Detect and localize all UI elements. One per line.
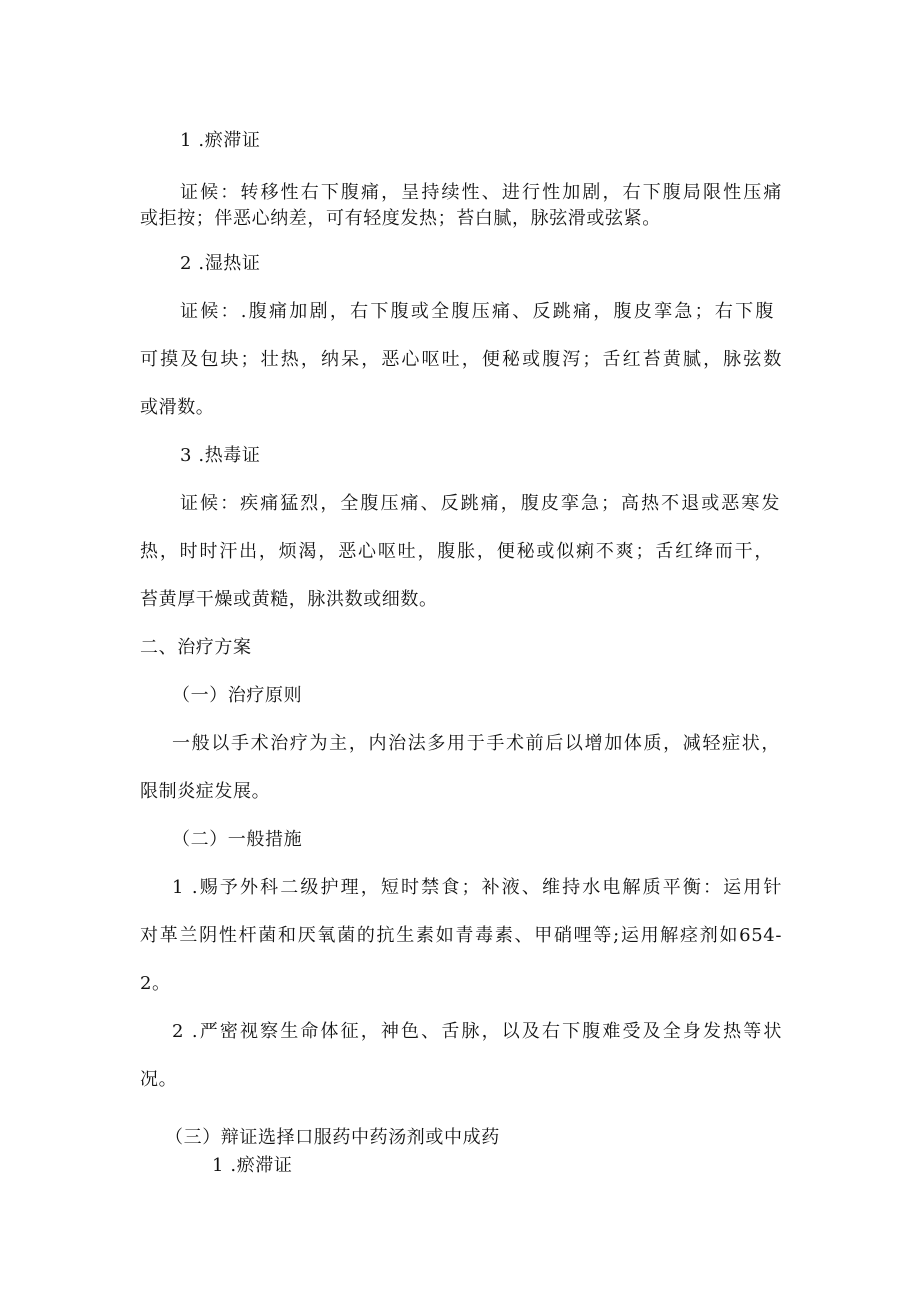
subheading-yuzhi: 1 .瘀滞证 — [212, 1155, 293, 1176]
paragraph-line: 一般以手术治疗为主，内治法多用于手术前后以增加体质，减轻症状， — [172, 733, 780, 754]
paragraph-line: 2 .严密视察生命体征，神色、舌脉，以及右下腹难受及全身发热等状 — [172, 1021, 782, 1042]
paragraph-line: 2。 — [140, 973, 171, 994]
paragraph-line: 对革兰阴性杆菌和厌氧菌的抗生素如青毒素、甲硝哩等;运用解痉剂如654- — [140, 925, 782, 946]
subsection-heading: （三）辩证选择口服药中药汤剂或中成药 — [165, 1127, 500, 1148]
paragraph-line: 可摸及包块；壮热，纳呆，恶心呕吐，便秘或腹泻；舌红苔黄腻，脉弦数 — [140, 349, 782, 370]
paragraph-line: 或拒按；伴恶心纳差，可有轻度发热；苔白腻，脉弦滑或弦紧。 — [140, 208, 661, 229]
subheading-yuzhi: 1 .瘀滞证 — [180, 130, 261, 151]
subheading-shire: 2 .湿热证 — [180, 253, 261, 274]
paragraph-line: 况。 — [140, 1069, 178, 1090]
paragraph-line: 或滑数。 — [140, 397, 215, 418]
paragraph-line: 证候：转移性右下腹痛，呈持续性、进行性加剧，右下腹局限性压痛 — [180, 182, 782, 203]
paragraph-line: 热，时时汗出，烦渴，恶心呕吐，腹胀，便秘或似痢不爽；舌红绛而干， — [140, 541, 773, 562]
subsection-heading: （二）一般措施 — [172, 829, 303, 850]
paragraph-line: 证候：疾痛猛烈，全腹压痛、反跳痛，腹皮挛急；高热不退或恶寒发 — [180, 493, 780, 514]
section-heading: 二、治疗方案 — [140, 637, 252, 658]
subheading-redu: 3 .热毒证 — [180, 445, 261, 466]
paragraph-line: 限制炎症发展。 — [140, 781, 271, 802]
paragraph-line: 1 .赐予外科二级护理，短时禁食；补液、维持水电解质平衡：运用针 — [172, 877, 782, 898]
paragraph-line: 证候：.腹痛加剧，右下腹或全腹压痛、反跳痛，腹皮挛急；右下腹 — [180, 301, 774, 322]
subsection-heading: （一）治疗原则 — [172, 685, 303, 706]
paragraph-line: 苔黄厚干燥或黄糙，脉洪数或细数。 — [140, 589, 438, 610]
